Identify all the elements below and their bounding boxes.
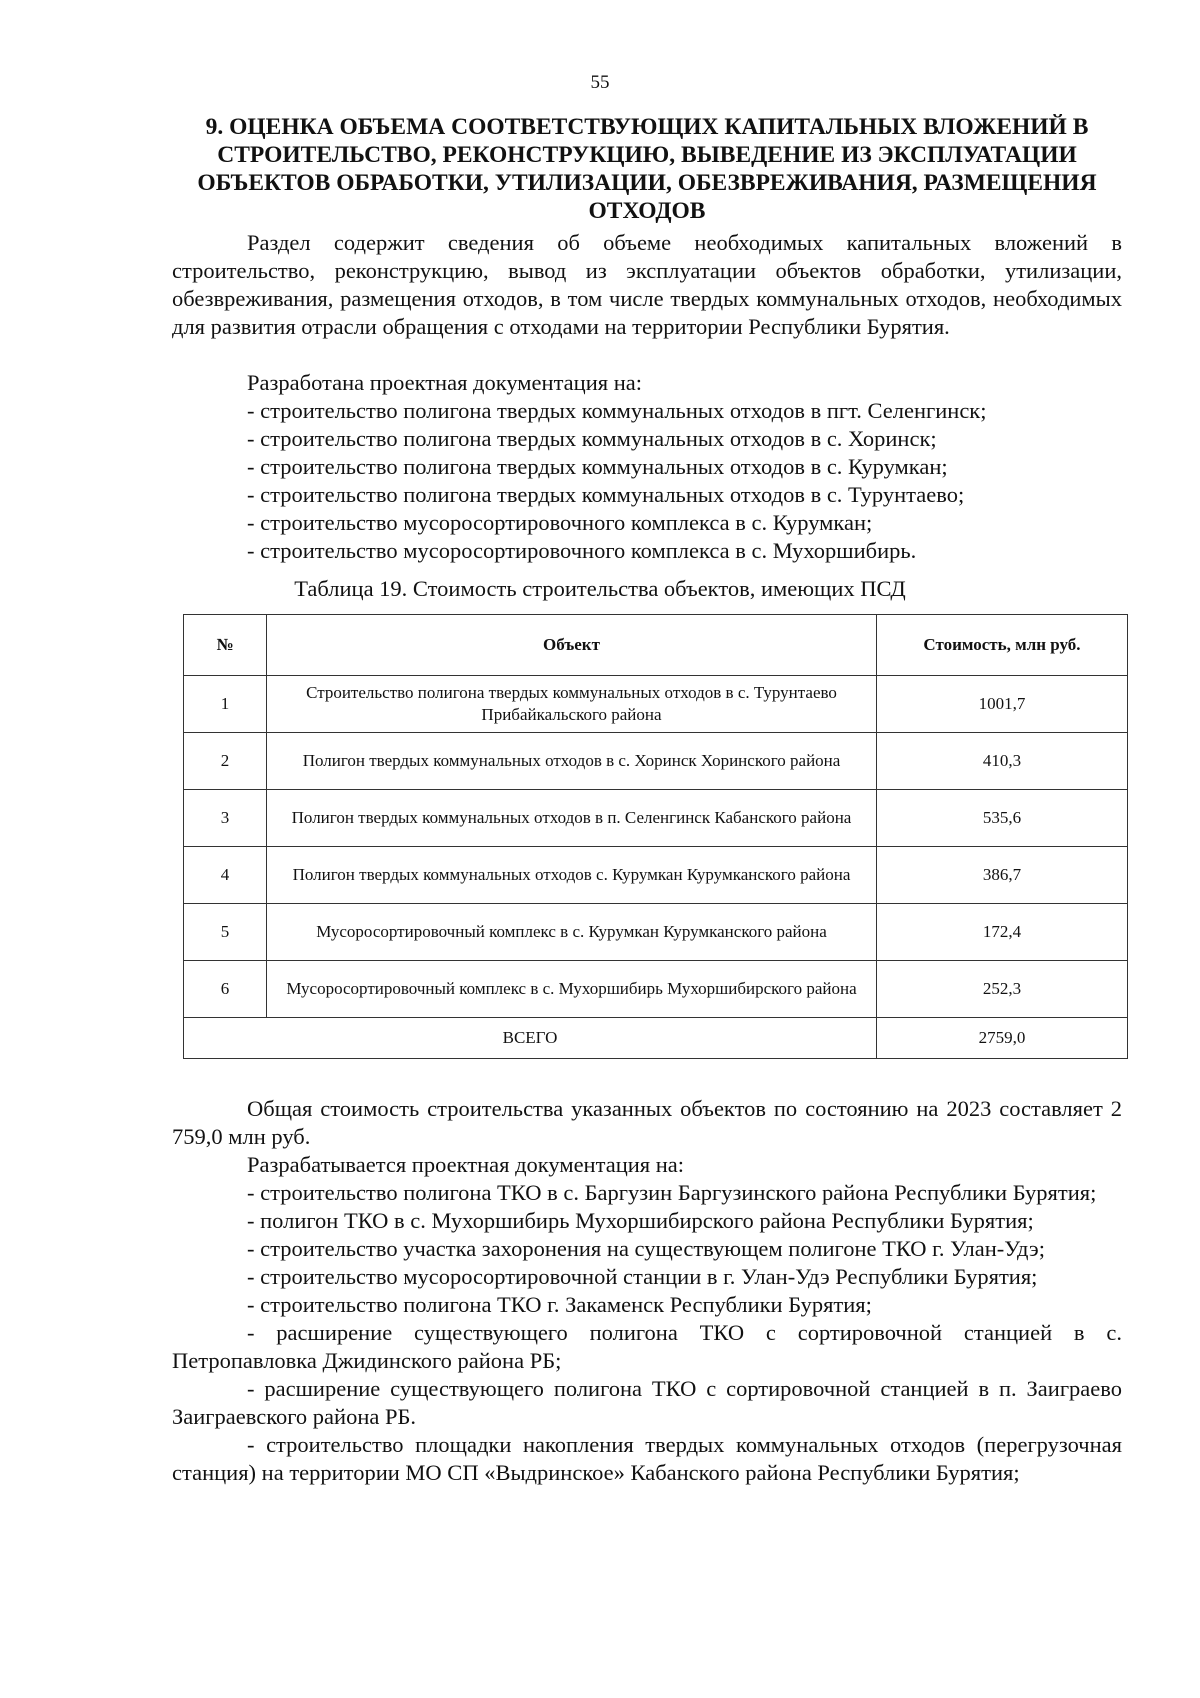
row-num: 1 bbox=[184, 676, 267, 733]
table-row bbox=[184, 847, 1128, 904]
developed-docs-title: Разработана проектная документация на: bbox=[247, 370, 643, 395]
row-num: 5 bbox=[184, 904, 267, 961]
row-num: 3 bbox=[184, 790, 267, 847]
table-row bbox=[184, 733, 1128, 790]
row-cost: 1001,7 bbox=[877, 676, 1128, 733]
developed-docs-list bbox=[172, 369, 1122, 565]
row-object: Полигон твердых коммунальных отходов в с. Хоринск Хоринского района bbox=[267, 733, 877, 790]
row-object: Полигон твердых коммунальных отходов в п. Селенгинск Кабанского района bbox=[267, 790, 877, 847]
row-num: 4 bbox=[184, 847, 267, 904]
in-progress-item: - строительство площадки накопления твердых коммунальных отходов (перегрузочная станция) на территории МО СП «Выдринское» Кабанского района Республики Бурятия; bbox=[172, 1432, 1122, 1485]
table-total-row bbox=[184, 1018, 1128, 1059]
row-cost: 535,6 bbox=[877, 790, 1128, 847]
header-object: Объект bbox=[267, 615, 877, 676]
in-progress-item: - расширение существующего полигона ТКО с сортировочной станцией в с. Петропавловка Джидинского района РБ; bbox=[172, 1320, 1122, 1373]
page-number: 55 bbox=[590, 72, 610, 93]
in-progress-item: - строительство полигона ТКО в с. Баргузин Баргузинского района Республики Бурятия; bbox=[247, 1180, 1097, 1205]
developed-item: - строительство полигона твердых коммунальных отходов в с. Турунтаево; bbox=[247, 482, 965, 507]
table-row bbox=[184, 961, 1128, 1018]
row-cost: 172,4 bbox=[877, 904, 1128, 961]
row-object: Строительство полигона твердых коммунальных отходов в с. Турунтаево Прибайкальского района bbox=[267, 676, 877, 733]
row-cost: 386,7 bbox=[877, 847, 1128, 904]
table-caption: Таблица 19. Стоимость строительства объектов, имеющих ПСД bbox=[294, 576, 906, 601]
in-progress-item: - расширение существующего полигона ТКО с сортировочной станцией в п. Заиграево Заиграевского района РБ. bbox=[172, 1376, 1122, 1429]
row-num: 6 bbox=[184, 961, 267, 1018]
developed-item: - строительство полигона твердых коммунальных отходов в пгт. Селенгинск; bbox=[247, 398, 987, 423]
header-cost: Стоимость, млн руб. bbox=[877, 615, 1128, 676]
in-progress-item: - строительство участка захоронения на существующем полигоне ТКО г. Улан-Удэ; bbox=[247, 1236, 1045, 1261]
cost-table bbox=[183, 614, 1128, 1059]
intro-paragraph: Раздел содержит сведения об объеме необходимых капитальных вложений в строительство, реконструкцию, вывод из эксплуатации объектов обработки, утилизации, обезвреживания, размещения отходов, в том числе твердых коммунальных отходов, необходимых для развития отрасли обращения с отходами на территории Республики Бурятия. bbox=[172, 230, 1122, 339]
total-value: 2759,0 bbox=[877, 1018, 1128, 1059]
row-num: 2 bbox=[184, 733, 267, 790]
in-progress-item: - полигон ТКО в с. Мухоршибирь Мухоршибирского района Республики Бурятия; bbox=[247, 1208, 1034, 1233]
row-cost: 252,3 bbox=[877, 961, 1128, 1018]
in-progress-title: Разрабатывается проектная документация на: bbox=[247, 1152, 685, 1177]
developed-item: - строительство мусоросортировочного комплекса в с. Курумкан; bbox=[247, 510, 873, 535]
table-row bbox=[184, 790, 1128, 847]
section-heading: 9. ОЦЕНКА ОБЪЕМА СООТВЕТСТВУЮЩИХ КАПИТАЛЬНЫХ ВЛОЖЕНИЙ В СТРОИТЕЛЬСТВО, РЕКОНСТРУКЦИЮ, ВЫВЕДЕНИЕ ИЗ ЭКСПЛУАТАЦИИ ОБЪЕКТОВ ОБРАБОТКИ, УТИЛИЗАЦИИ, ОБЕЗВРЕЖИВАНИЯ, РАЗМЕЩЕНИЯ ОТХОДОВ bbox=[197, 114, 1097, 224]
total-cost-paragraph: Общая стоимость строительства указанных объектов по состоянию на 2023 составляет 2 759,0 млн руб. bbox=[172, 1096, 1122, 1149]
table-header-row bbox=[184, 615, 1128, 676]
in-progress-item: - строительство мусоросортировочной станции в г. Улан-Удэ Республики Бурятия; bbox=[247, 1264, 1038, 1289]
total-label: ВСЕГО bbox=[184, 1018, 877, 1059]
row-cost: 410,3 bbox=[877, 733, 1128, 790]
developed-item: - строительство мусоросортировочного комплекса в с. Мухоршибирь. bbox=[247, 538, 917, 563]
row-object: Полигон твердых коммунальных отходов с. Курумкан Курумканского района bbox=[267, 847, 877, 904]
row-object: Мусоросортировочный комплекс в с. Курумкан Курумканского района bbox=[267, 904, 877, 961]
developed-item: - строительство полигона твердых коммунальных отходов в с. Хоринск; bbox=[247, 426, 937, 451]
in-progress-item: - строительство полигона ТКО г. Закаменск Республики Бурятия; bbox=[247, 1292, 872, 1317]
in-progress-docs-list bbox=[172, 1151, 1122, 1487]
table-row bbox=[184, 904, 1128, 961]
header-num: № bbox=[184, 615, 267, 676]
row-object: Мусоросортировочный комплекс в с. Мухоршибирь Мухоршибирского района bbox=[267, 961, 877, 1018]
developed-item: - строительство полигона твердых коммунальных отходов в с. Курумкан; bbox=[247, 454, 948, 479]
table-row bbox=[184, 676, 1128, 733]
